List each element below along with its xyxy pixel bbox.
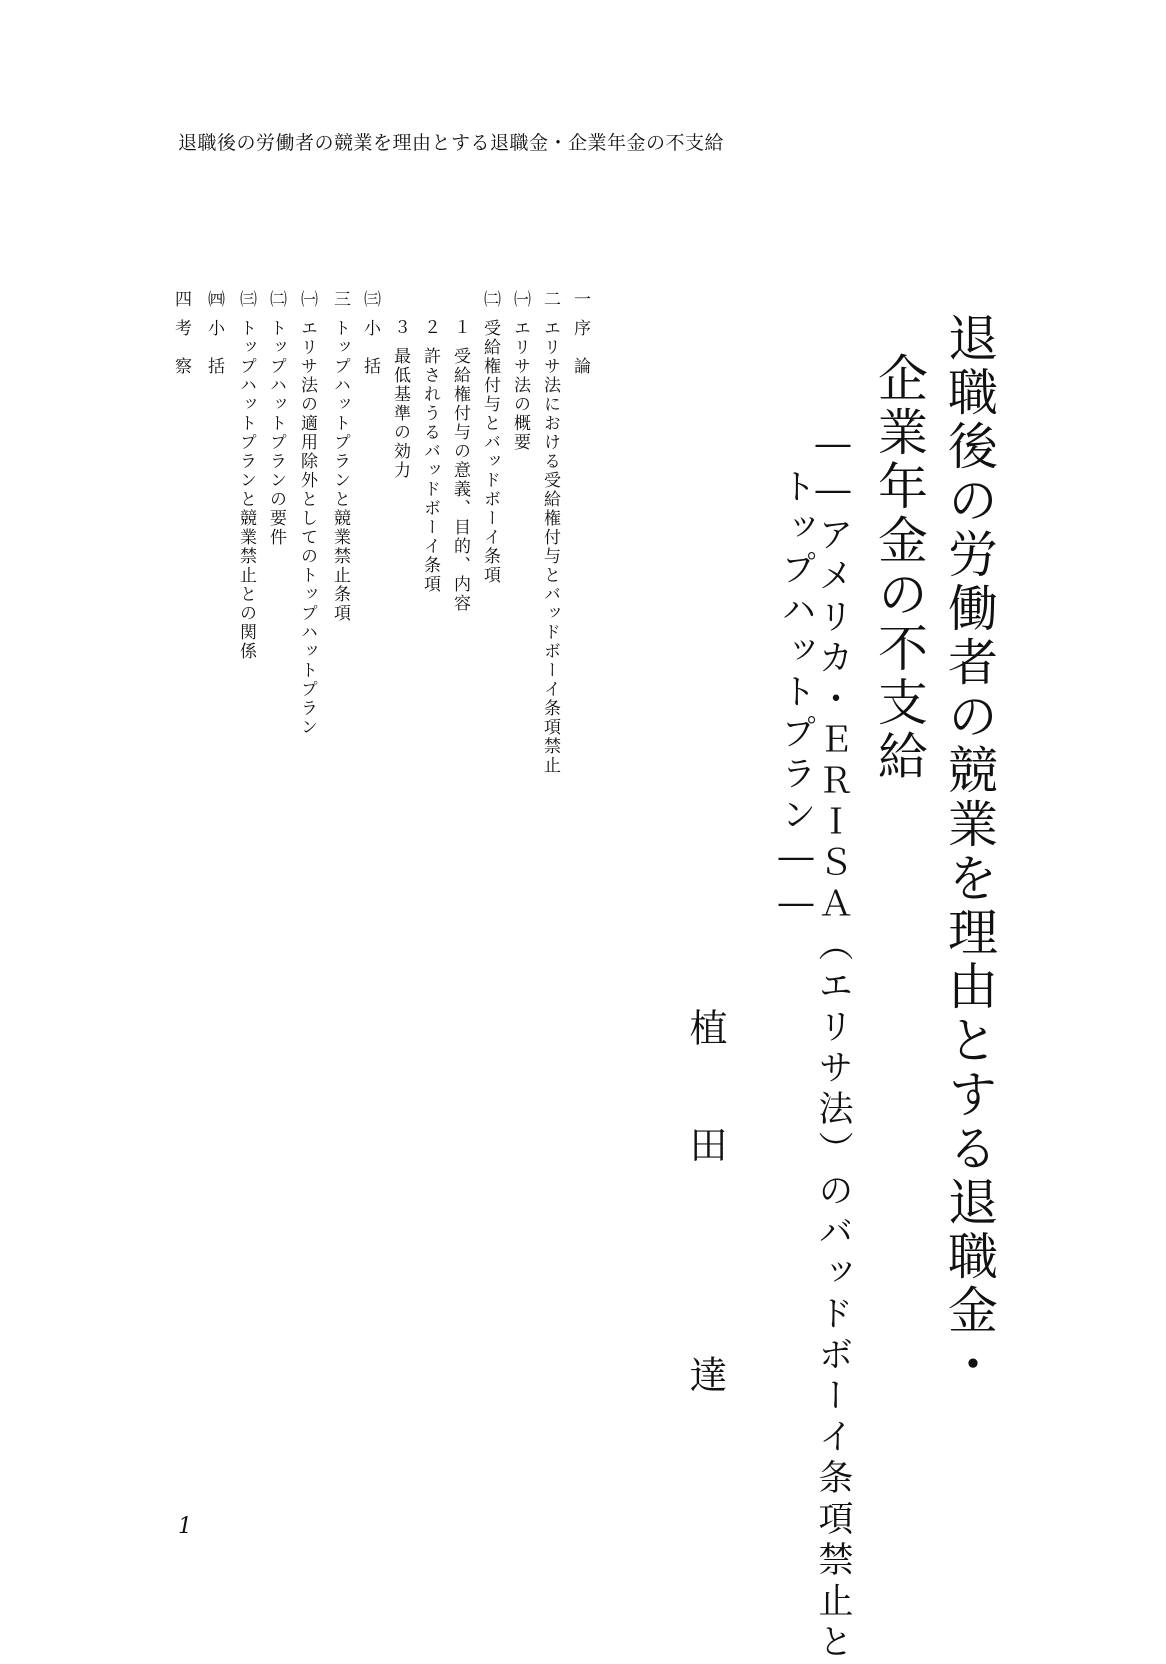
toc-item-text: 受給権付与とバッドボーイ条項 [480,319,500,585]
toc-item-number: 四 [171,290,191,309]
toc-item [293,290,315,737]
toc-item-text: 小 括 [204,319,224,376]
title-line-1: 退職後の労働者の競業を理由とする退職金・ [940,312,998,1392]
toc-item-text: エリサ法の適用除外としてのトップハットプラン [297,319,317,737]
toc-item-number: １ [450,318,470,337]
toc-item [566,290,588,376]
toc-item-number: 三 [330,290,350,309]
author-name-char-3: 達 [683,1355,727,1393]
toc-item [506,290,528,452]
toc-item [167,290,189,376]
toc-item [356,290,378,376]
toc-item-number: ３ [390,318,410,337]
page-number: 1 [178,1514,192,1539]
toc-item-text: トップハットプランと競業禁止との関係 [236,319,256,661]
toc-item-number: ２ [420,318,440,337]
toc-item-number: 一 [570,290,590,309]
toc-item-number: ㈣ [204,290,224,309]
subtitle-line-2: トップハットプラン―― [776,468,816,929]
toc-item [476,290,498,585]
subtitle-line-1: ――アメリカ・ＥＲＩＳＡ（エリサ法）のバッドボーイ条項禁止と [813,424,853,1664]
toc-item [232,290,254,661]
toc-item-text: 小 括 [360,319,380,376]
toc-item-text: 許されうるバッドボーイ条項 [420,347,440,594]
author-name-char-1: 植 [683,1008,727,1046]
toc-item-number: 二 [540,290,560,309]
toc-item-text: トップハットプランと競業禁止条項 [330,319,350,623]
toc-item-text: エリサ法における受給権付与とバッドボーイ条項禁止 [540,319,560,775]
toc-item-number: ㈠ [297,290,317,309]
toc-item [536,290,558,775]
toc-item-number: ㈠ [510,290,530,309]
toc-item-text: 受給権付与の意義、目的、内容 [450,347,470,613]
toc-item-text: トップハットプランの要件 [266,319,286,547]
toc-item-text: 序 論 [570,319,590,376]
toc-item [200,290,222,376]
toc-item-text: エリサ法の概要 [510,319,530,452]
toc-item [262,290,284,547]
toc-item-number: ㈢ [236,290,256,309]
toc-item [326,290,348,623]
author-name-char-2: 田 [683,1125,727,1163]
toc-item [416,318,438,594]
toc-item [386,318,408,480]
toc-item-number: ㈡ [266,290,286,309]
toc-item-number: ㈡ [480,290,500,309]
toc-item-text: 最低基準の効力 [390,347,410,480]
toc-item [446,318,468,613]
running-header: 退職後の労働者の競業を理由とする退職金・企業年金の不支給 [178,132,725,154]
toc-item-text: 考 察 [171,319,191,376]
toc-item-number: ㈢ [360,290,380,309]
title-line-2: 企業年金の不支給 [870,352,928,784]
